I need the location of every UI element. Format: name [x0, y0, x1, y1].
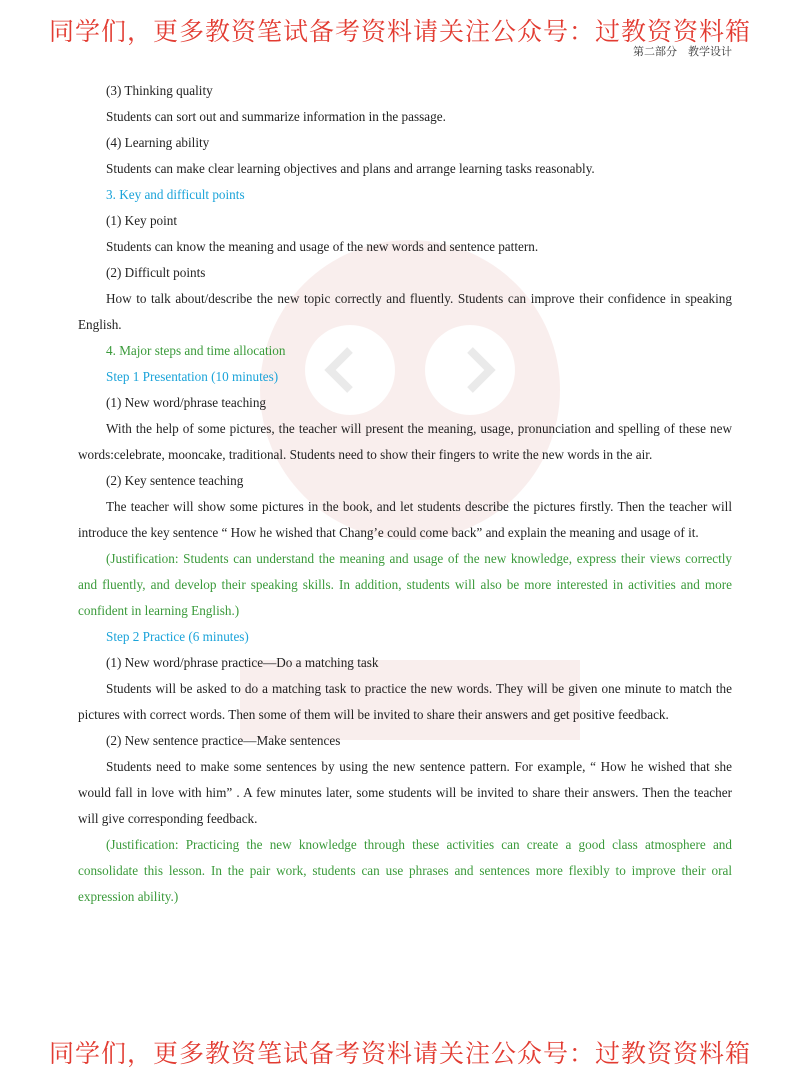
paragraph: Students can make clear learning objectives and plans and arrange learning tasks reasonably. [106, 161, 595, 176]
subheading-sentence-teaching: (2) Key sentence teaching [106, 473, 244, 488]
subheading-word-practice: (1) New word/phrase practice—Do a matching task [106, 655, 379, 670]
paragraph: Students need to make some sentences by using the new sentence pattern. For example, “ How he wished that she would fall in love with him” . A few minutes later, some students will be invited to share their answers. Then the teacher will give corresponding feedback. [78, 759, 732, 826]
promo-banner-bottom: 同学们，更多教资笔试备考资料请关注公众号：过教资资料箱 [48, 1039, 751, 1068]
section-heading-key-points: 3. Key and difficult points [106, 187, 245, 202]
subheading-learning-ability: (4) Learning ability [106, 135, 210, 150]
running-header: 第二部分 教学设计 [633, 45, 732, 58]
subheading-sentence-practice: (2) New sentence practice—Make sentences [106, 733, 341, 748]
paragraph: How to talk about/describe the new topic correctly and fluently. Students can improve their confidence in speaking English. [78, 291, 732, 332]
paragraph: Students will be asked to do a matching task to practice the new words. They will be given one minute to match the pictures with correct words. Then some of them will be invited to share their answers and get positive feedback. [78, 681, 732, 722]
subheading-difficult-points: (2) Difficult points [106, 265, 206, 280]
subheading-word-teaching: (1) New word/phrase teaching [106, 395, 267, 410]
paragraph: The teacher will show some pictures in the book, and let students describe the pictures firstly. Then the teacher will introduce the key sentence “ How he wished that Chang’e could come back” and explain the meaning and usage of it. [78, 499, 732, 540]
promo-banner-top: 同学们，更多教资笔试备考资料请关注公众号：过教资资料箱 [48, 17, 751, 46]
paragraph: Students can know the meaning and usage of the new words and sentence pattern. [106, 239, 539, 254]
paragraph: Students can sort out and summarize information in the passage. [106, 109, 446, 124]
step-heading-presentation: Step 1 Presentation (10 minutes) [106, 369, 279, 384]
paragraph: With the help of some pictures, the teacher will present the meaning, usage, pronunciation and spelling of these new words:celebrate, mooncake, traditional. Students need to show their fingers to write the new words in the air. [78, 421, 732, 462]
section-heading-major-steps: 4. Major steps and time allocation [106, 343, 286, 358]
justification-note: (Justification: Students can understand the meaning and usage of the new knowledge, express their views correctly and fluently, and develop their speaking skills. In addition, students will also be more interested in activities and more confident in learning English.) [78, 551, 732, 618]
document-body [78, 78, 732, 910]
subheading-key-point: (1) Key point [106, 213, 178, 228]
subheading-thinking-quality: (3) Thinking quality [106, 83, 213, 98]
justification-note: (Justification: Practicing the new knowledge through these activities can create a good class atmosphere and consolidate this lesson. In the pair work, students can use phrases and sentences more flexibly to improve their oral expression ability.) [78, 837, 732, 904]
step-heading-practice: Step 2 Practice (6 minutes) [106, 629, 249, 644]
